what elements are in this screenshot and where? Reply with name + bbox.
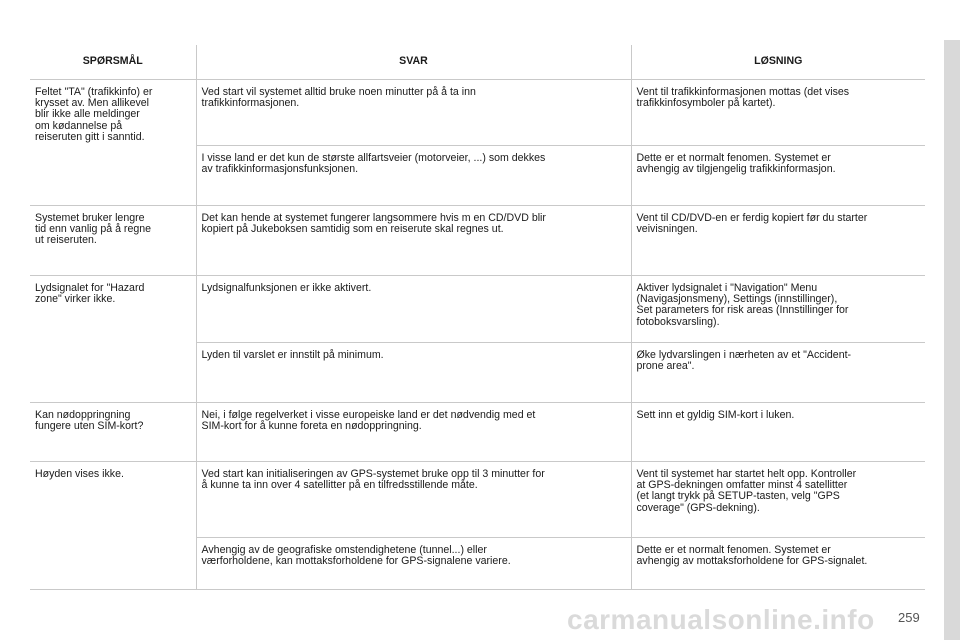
- answer-cell: Ved start kan initialiseringen av GPS-systemet bruke opp til 3 minutter for å kunne ta inn over 4 satellitter på en tilfredsstillende måte.: [196, 462, 631, 538]
- table-row: [30, 80, 925, 146]
- page-edge-bar: [944, 40, 960, 640]
- question-cell: Feltet "TA" (trafikkinfo) er krysset av. Men allikevel blir ikke alle meldinger om kødannelse på reiseruten gitt i sanntid.: [30, 80, 196, 206]
- solution-cell: Sett inn et gyldig SIM-kort i luken.: [631, 403, 925, 462]
- table-row: [30, 276, 925, 343]
- answer-cell: Lyden til varslet er innstilt på minimum.: [196, 343, 631, 403]
- answer-cell: Avhengig av de geografiske omstendighetene (tunnel...) eller værforholdene, kan mottaksforholdene for GPS-signalene variere.: [196, 538, 631, 590]
- column-header-solution: LØSNING: [631, 45, 925, 80]
- faq-table-container: [30, 45, 925, 590]
- column-header-answer: SVAR: [196, 45, 631, 80]
- page-number: 259: [898, 610, 920, 625]
- answer-cell: I visse land er det kun de største allfartsveier (motorveier, ...) som dekkes av trafikkinformasjonsfunksjonen.: [196, 146, 631, 206]
- column-header-question: SPØRSMÅL: [30, 45, 196, 80]
- answer-cell: Nei, i følge regelverket i visse europeiske land er det nødvendig med et SIM-kort for å kunne foreta en nødoppringning.: [196, 403, 631, 462]
- solution-cell: Øke lydvarslingen i nærheten av et "Accident- prone area".: [631, 343, 925, 403]
- answer-cell: Det kan hende at systemet fungerer langsommere hvis m en CD/DVD blir kopiert på Jukeboksen samtidig som en reiserute skal regnes ut.: [196, 206, 631, 276]
- table-row: [30, 462, 925, 538]
- answer-cell: Lydsignalfunksjonen er ikke aktivert.: [196, 276, 631, 343]
- question-cell: Høyden vises ikke.: [30, 462, 196, 590]
- answer-cell: Ved start vil systemet alltid bruke noen minutter på å ta inn trafikkinformasjonen.: [196, 80, 631, 146]
- question-cell: Kan nødoppringning fungere uten SIM-kort?: [30, 403, 196, 462]
- question-cell: Systemet bruker lengre tid enn vanlig på å regne ut reiseruten.: [30, 206, 196, 276]
- solution-cell: Vent til CD/DVD-en er ferdig kopiert før du starter veivisningen.: [631, 206, 925, 276]
- solution-cell: Dette er et normalt fenomen. Systemet er avhengig av tilgjengelig trafikkinformasjon.: [631, 146, 925, 206]
- solution-cell: Vent til systemet har startet helt opp. Kontroller at GPS-dekningen omfatter minst 4 satellitter (et langt trykk på SETUP-tasten, velg "GPS coverage" (GPS-dekning).: [631, 462, 925, 538]
- solution-cell: Aktiver lydsignalet i "Navigation" Menu (Navigasjonsmeny), Settings (innstillinger), Set parameters for risk areas (Innstillinger for fotoboksvarsling).: [631, 276, 925, 343]
- faq-table: [30, 45, 925, 590]
- solution-cell: Dette er et normalt fenomen. Systemet er avhengig av mottaksforholdene for GPS-signalet.: [631, 538, 925, 590]
- watermark-text: carmanualsonline.info: [567, 604, 875, 635]
- table-header-row: [30, 45, 925, 80]
- table-row: [30, 403, 925, 462]
- question-cell: Lydsignalet for "Hazard zone" virker ikke.: [30, 276, 196, 403]
- table-row: [30, 206, 925, 276]
- solution-cell: Vent til trafikkinformasjonen mottas (det vises trafikkinfosymboler på kartet).: [631, 80, 925, 146]
